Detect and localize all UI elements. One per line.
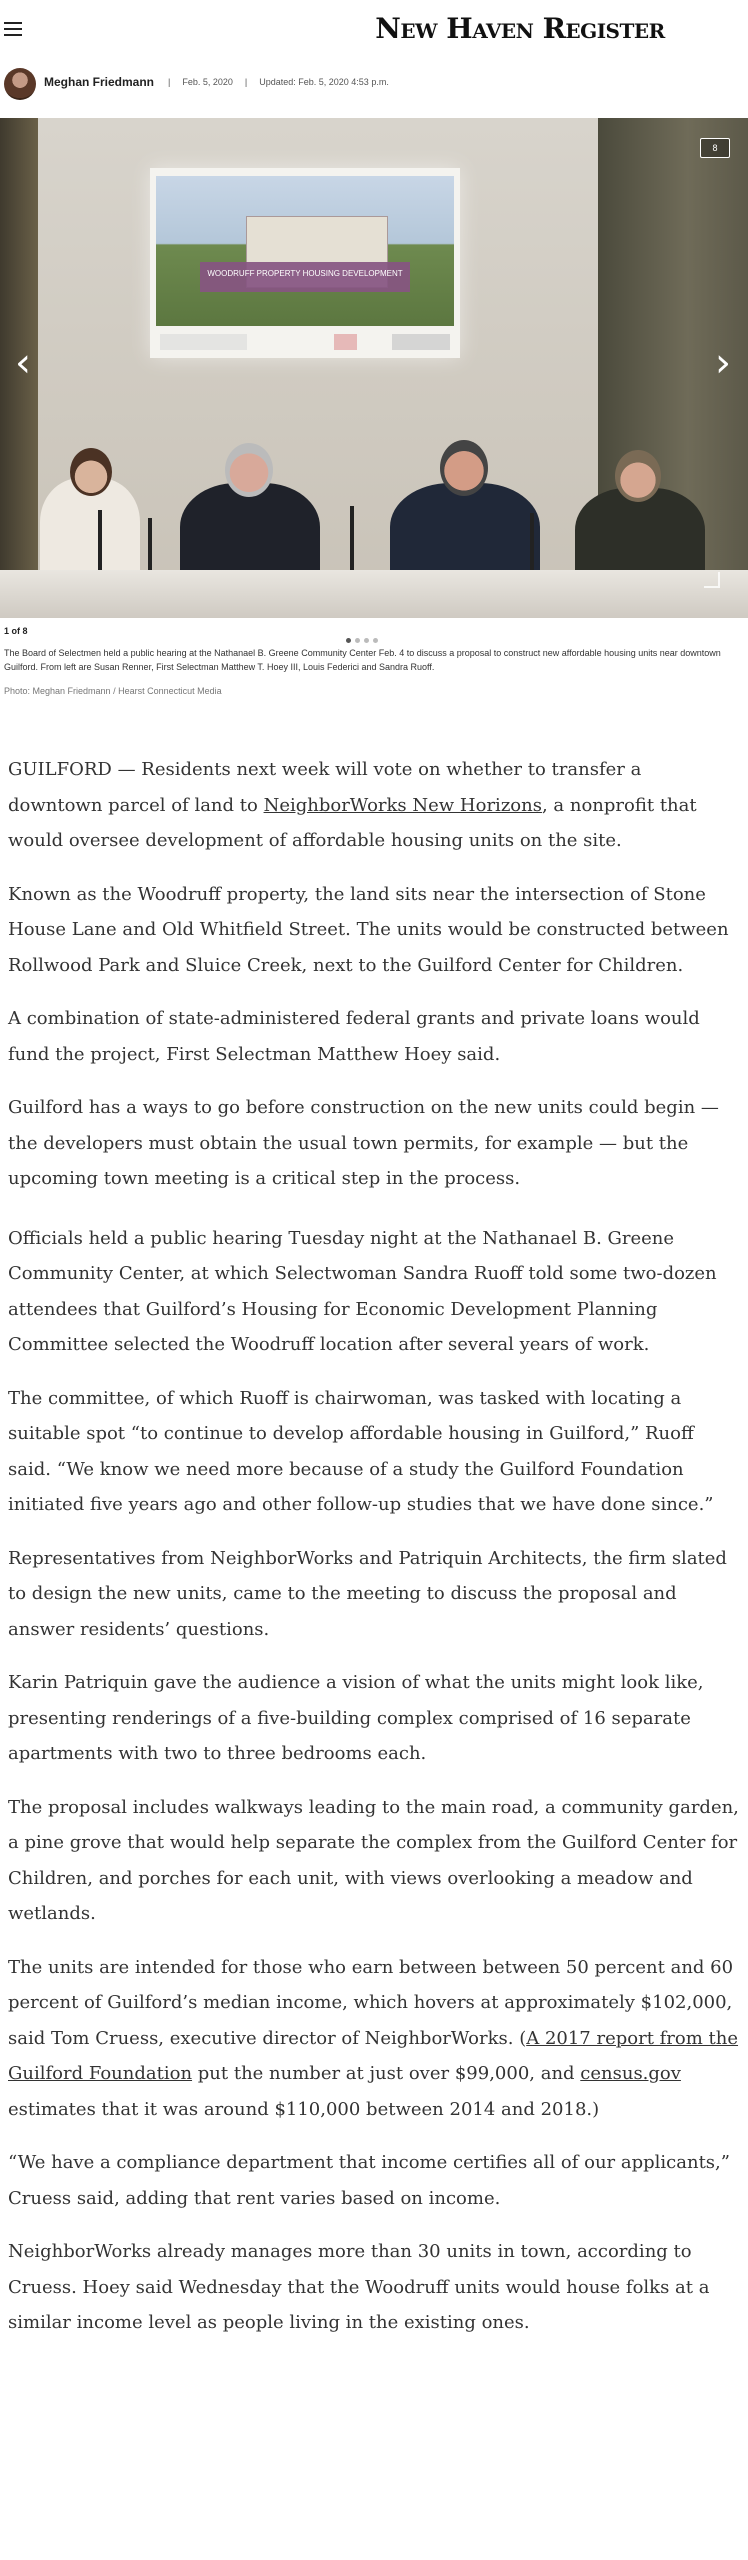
photo-gallery[interactable]	[0, 118, 748, 618]
hamburger-menu-icon[interactable]	[4, 22, 22, 36]
paragraph: The proposal includes walkways leading to the main road, a community garden, a pine grove that would help separate the complex from the Guilford Center for Children, and porches for each unit, with views overlooking a meadow and wetlands.	[8, 1796, 739, 1924]
slide-dot[interactable]	[364, 638, 369, 643]
paragraph: Representatives from NeighborWorks and Patriquin Architects, the firm slated to design the new units, came to the meeting to discuss the proposal and answer residents’ questions.	[8, 1547, 727, 1640]
microphone	[530, 513, 534, 570]
expand-icon[interactable]	[704, 572, 720, 588]
gallery-controls	[0, 624, 748, 644]
updated-date: Updated: Feb. 5, 2020 4:53 p.m.	[259, 77, 389, 87]
neighborworks-link[interactable]: NeighborWorks New Horizons	[263, 794, 542, 816]
site-logo[interactable]: New Haven Register	[375, 12, 665, 45]
screen-title: WOODRUFF PROPERTY HOUSING DEVELOPMENT	[200, 262, 410, 292]
slide-dot[interactable]	[373, 638, 378, 643]
projection-screen	[150, 168, 460, 358]
paragraph: The committee, of which Ruoff is chairwoman, was tasked with locating a suitable spot “to continue to develop affordable housing in Guilford,” Ruoff said. “We know we need more because of a study the Guilford Foundation initiated five years ago and other follow-up studies that we have done since.”	[8, 1387, 714, 1515]
article-dates: | Feb. 5, 2020 | Updated: Feb. 5, 2020 4:53 p.m.	[168, 77, 389, 87]
published-date: Feb. 5, 2020	[182, 77, 233, 87]
microphone	[98, 510, 102, 570]
table	[0, 570, 748, 618]
microphone	[148, 518, 152, 570]
paragraph: Known as the Woodruff property, the land sits near the intersection of Stone House Lane and Old Whitfield Street. The units would be constructed between Rollwood Park and Sluice Creek, next to the Guilford Center for Children.	[8, 883, 729, 976]
census-gov-link[interactable]: census.gov	[580, 2063, 681, 2084]
slide-dots[interactable]	[346, 628, 382, 647]
byline	[0, 66, 748, 106]
author-name[interactable]: Meghan Friedmann	[44, 75, 155, 89]
gallery-count-badge[interactable]: 8	[700, 138, 730, 158]
paragraph: Karin Patriquin gave the audience a vision of what the units might look like, presenting renderings of a five-building complex comprised of 16 separate apartments with two to three bedrooms each.	[8, 1672, 704, 1764]
slide-dot[interactable]	[346, 638, 351, 643]
photo-caption: The Board of Selectmen held a public hearing at the Nathanael B. Greene Community Center Feb. 4 to discuss a proposal to construct new affordable housing units near downtown Guilford. From left are Susan Renner, First Selectman Matthew T. Hoey III, Louis Federici and Sandra Ruoff.	[4, 648, 721, 672]
paragraph: A combination of state-administered federal grants and private loans would fund the project, First Selectman Matthew Hoey said.	[8, 1008, 700, 1065]
paragraph: GUILFORD — Residents next week will vote on whether to transfer a downtown parcel of land to NeighborWorks New Horizons, a nonprofit that would oversee development of affordable housing units on the site.	[8, 759, 697, 851]
guilford-foundation-report-link[interactable]: A 2017 report from the Guilford Foundation	[8, 2027, 739, 2084]
site-header	[0, 0, 748, 62]
slide-dot[interactable]	[355, 638, 360, 643]
article-body	[8, 752, 740, 2341]
chevron-right-icon[interactable]: ›	[715, 340, 731, 386]
photo-credit: Photo: Meghan Friedmann / Hearst Connecticut Media	[4, 686, 222, 696]
paragraph: The units are intended for those who earn between between 50 percent and 60 percent of Guilford’s median income, which hovers at approximately $102,000, said Tom Cruess, executive director of NeighborWorks. (A 2017 report from the Guilford Foundation put the number at just over $99,000, and census.gov estimates that it was around $110,000 between 2014 and 2018.)	[8, 1956, 739, 2120]
paragraph: “We have a compliance department that income certifies all of our applicants,” Cruess said, adding that rent varies based on income.	[8, 2152, 730, 2209]
microphone	[350, 506, 354, 570]
paragraph: NeighborWorks already manages more than 30 units in town, according to Cruess. Hoey said Wednesday that the Woodruff units would house folks at a similar income level as people living in the existing ones.	[8, 2241, 710, 2333]
paragraph: Guilford has a ways to go before construction on the new units could begin — the developers must obtain the usual town permits, for example — but the upcoming town meeting is a critical step in the process.	[8, 1097, 719, 1189]
slide-counter: 1 of 8	[4, 626, 28, 636]
chevron-left-icon[interactable]: ‹	[15, 340, 31, 386]
paragraph: Officials held a public hearing Tuesday night at the Nathanael B. Greene Community Center, at which Selectwoman Sandra Ruoff told some two-dozen attendees that Guilford’s Housing for Economic Development Planning Committee selected the Woodruff location after several years of work.	[8, 1227, 717, 1355]
avatar[interactable]	[4, 68, 36, 100]
